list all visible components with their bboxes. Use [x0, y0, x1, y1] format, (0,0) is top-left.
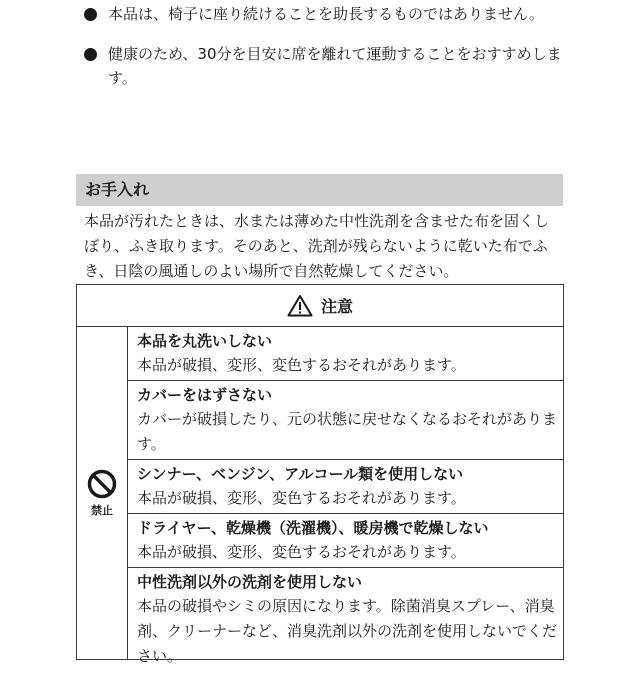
caution-row: [128, 327, 563, 381]
bullet-dot-icon: [84, 48, 97, 61]
bullet-item: [84, 42, 564, 90]
caution-row-title: 中性洗剤以外の洗剤を使用しない: [137, 573, 363, 591]
caution-row-text: 本品の破損やシミの原因になります。除菌消臭スプレー、消臭剤、クリーナーなど、消臭洗剤以外の洗剤を使用しないでください。: [137, 597, 558, 665]
caution-row-text: カバーが破損したり、元の状態に戻せなくなるおそれがあります。: [137, 410, 558, 453]
prohibit-label: 禁止: [91, 503, 113, 517]
prohibit-column: [77, 327, 128, 659]
care-instructions-text: 本品が汚れたときは、水または薄めた中性洗剤を含ませた布を固くしぼり、ふき取ります。そのあと、洗剤が残らないように乾いた布でふき、日陰の風通しのよい場所で自然乾燥してください。: [84, 212, 550, 280]
caution-row-title: カバーをはずさない: [137, 386, 273, 404]
warning-triangle-icon: [287, 294, 313, 317]
bullet-item: [84, 2, 564, 26]
caution-row: [128, 514, 563, 568]
precaution-bullet-list: [84, 2, 564, 90]
caution-body: [77, 327, 563, 665]
caution-row: [128, 460, 563, 514]
caution-rows: [128, 327, 563, 665]
caution-title: 注意: [320, 297, 353, 316]
bullet-dot-icon: [84, 8, 97, 21]
caution-row-text: 本品が破損、変形、変色するおそれがあります。: [137, 356, 466, 374]
caution-row: [128, 381, 563, 460]
bullet-text: 本品は、椅子に座り続けることを助長するものではありません。: [108, 5, 544, 23]
care-section-title: お手入れ: [76, 174, 563, 206]
caution-row-title: シンナー、ベンジン、アルコール類を使用しない: [137, 465, 464, 483]
caution-row-text: 本品が破損、変形、変色するおそれがあります。: [137, 489, 466, 507]
caution-table: [76, 284, 564, 665]
caution-header: [77, 285, 563, 327]
prohibited-icon: [87, 469, 117, 499]
caution-row: [128, 568, 563, 671]
caution-row-title: ドライヤー、乾燥機（洗濯機）、暖房機で乾燥しない: [137, 519, 489, 537]
caution-row-text: 本品が破損、変形、変色するおそれがあります。: [137, 543, 466, 561]
caution-row-title: 本品を丸洗いしない: [137, 332, 273, 350]
bullet-text: 健康のため、30分を目安に席を離れて運動することをおすすめします。: [108, 45, 562, 87]
